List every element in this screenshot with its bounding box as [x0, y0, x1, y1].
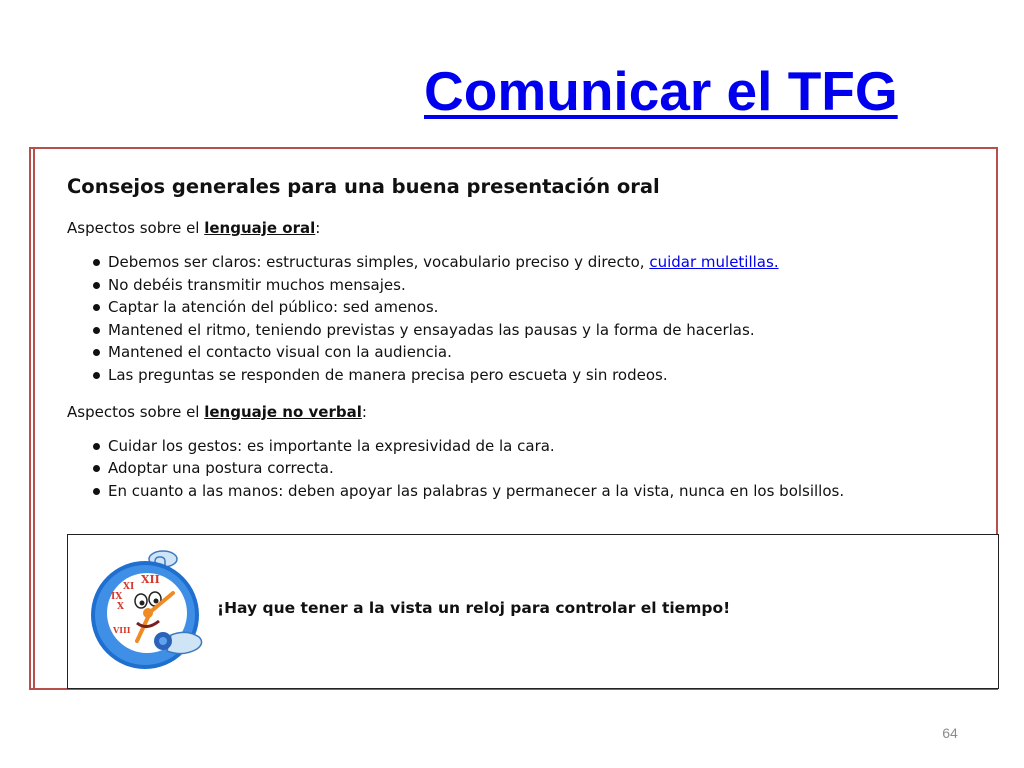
list-item: En cuanto a las manos: deben apoyar las palabras y permanecer a la vista, nunca en los bolsillos. — [108, 480, 987, 503]
list-item: Captar la atención del público: sed amenos. — [108, 296, 987, 319]
slide-title[interactable]: Comunicar el TFG — [424, 60, 898, 122]
list-item: Cuidar los gestos: es importante la expresividad de la cara. — [108, 435, 987, 458]
nonverbal-intro-suffix: : — [361, 402, 367, 421]
list-item: Mantened el ritmo, teniendo previstas y ensayadas las pausas y la forma de hacerlas. — [108, 319, 987, 342]
clock-note-box — [67, 534, 999, 689]
nonverbal-section-intro — [67, 402, 987, 422]
nonverbal-intro-keyword: lenguaje no verbal — [204, 402, 362, 421]
oral-intro-keyword: lenguaje oral — [204, 219, 316, 237]
list-item: Mantened el contacto visual con la audiencia. — [108, 341, 987, 364]
page-number: 64 — [942, 725, 958, 741]
list-item-text: Debemos ser claros: estructuras simples, vocabulario preciso y directo, — [108, 253, 650, 271]
list-item: No debéis transmitir muchos mensajes. — [108, 274, 987, 297]
list-item — [108, 251, 987, 274]
oral-intro-suffix: : — [315, 219, 321, 237]
nonverbal-tips-list — [67, 435, 987, 503]
oral-tips-list — [67, 251, 987, 387]
clock-icon — [85, 549, 213, 677]
list-item: Adoptar una postura correcta. — [108, 457, 987, 480]
oral-section-intro — [67, 218, 987, 238]
clock-numeral-ix: IX — [111, 592, 123, 602]
clock-numeral-x: X — [117, 602, 124, 612]
panel-heading: Consejos generales para una buena presentación oral — [67, 175, 660, 198]
frame-divider — [33, 149, 35, 688]
clock-numeral-xi: XI — [123, 582, 135, 592]
muletillas-link[interactable]: cuidar muletillas. — [649, 253, 779, 271]
advice-panel — [67, 170, 987, 502]
oral-intro-prefix: Aspectos sobre el — [67, 219, 205, 237]
clock-reminder-text: ¡Hay que tener a la vista un reloj para controlar el tiempo! — [217, 599, 731, 617]
list-item: Las preguntas se responden de manera precisa pero escueta y sin rodeos. — [108, 364, 987, 387]
clock-numeral-viii: VIII — [113, 625, 131, 635]
nonverbal-intro-prefix: Aspectos sobre el — [67, 402, 205, 421]
clock-numeral-xii: XII — [141, 573, 160, 586]
